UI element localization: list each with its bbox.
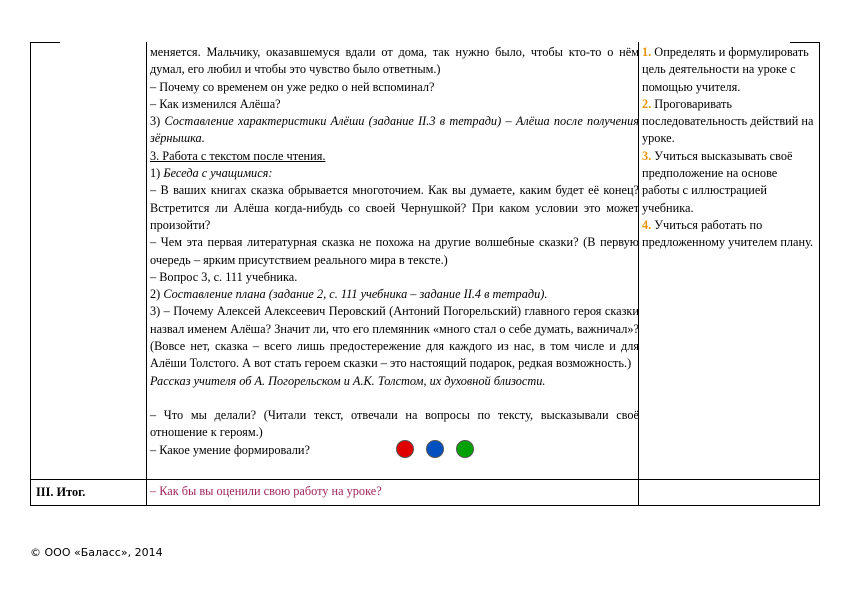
section-heading: 3. Работа с текстом после чтения. [150, 148, 326, 163]
outcome-item: 2. Проговаривать последовательность действий на уроке. [642, 96, 814, 146]
question: – Какое умение формировали? [150, 442, 310, 457]
table-left-border [30, 42, 31, 506]
task-item: 2) Составление плана (задание 2, с. 111 учебника – задание II.4 в тетради). [150, 287, 548, 302]
lesson-table [30, 42, 820, 506]
task-item: 3) Составление характеристики Алёши (задание II.3 в тетради) – Алёша после получения зёрнышка. [150, 114, 639, 146]
question: – Как изменился Алёша? [150, 96, 281, 111]
blue-dot-icon [426, 440, 444, 458]
question: – Что мы делали? (Читали текст, отвечали на вопросы по тексту, высказывали своё отношение к героям.) [150, 407, 639, 440]
task-item: 1) Беседа с учащимися: [150, 166, 273, 181]
copyright-footer: © ООО «Баласс», 2014 [30, 546, 163, 559]
paragraph: меняется. Мальчику, оказавшемуся вдали от дома, так нужно было, чтобы кто-то о нём думал, его любил и чтобы это чувство было ответным.) [150, 45, 639, 77]
table-bottom-border [30, 505, 820, 506]
outcome-item: 3. Учиться высказывать своё предположение на основе работы с иллюстрацией учебника. [642, 148, 793, 215]
stage-label: III. Итог. [36, 485, 86, 499]
col-divider-1 [146, 42, 147, 506]
lesson-content-column [150, 44, 639, 459]
question: – Почему со временем он уже редко о ней вспоминал? [150, 79, 435, 94]
outcome-item: 4. Учиться работать по предложенному учителем плану. [642, 217, 814, 250]
row-divider [30, 479, 820, 480]
question: – Вопрос 3, с. 111 учебника. [150, 269, 298, 284]
summary-question: – Как бы вы оценили свою работу на уроке? [150, 484, 382, 498]
table-top-border-right [790, 42, 820, 43]
learning-outcomes-column [642, 44, 817, 252]
question: 3) – Почему Алексей Алексеевич Перовский (Антоний Погорельский) главного героя сказки назвал именем Алёша? Значит ли, что его племянник «много стал о себе думать, важничал»? (Вовсе нет, сказка – всего лишь предостережение для каждого из нас, в том числе и для Алёши Толстого. А вот стать героем сказки – это настоящий подарок, редкая возможность.) [150, 304, 639, 371]
outcome-item: 1. Определять и формулировать цель деятельности на уроке с помощью учителя. [642, 45, 809, 94]
spacer [150, 390, 639, 407]
red-dot-icon [396, 440, 414, 458]
table-right-border [819, 42, 820, 506]
green-dot-icon [456, 440, 474, 458]
question: – В ваших книгах сказка обрывается многоточием. Как вы думаете, каким будет её конец? Встретится ли Алёша когда-нибудь со своей Чернушкой? При каком условии это может произойти? [150, 183, 639, 232]
table-top-border-left [30, 42, 60, 43]
question: – Чем эта первая литературная сказка не похожа на другие волшебные сказки? (В первую очередь – ярким присутствием реального мира в тексте.) [150, 235, 639, 267]
teacher-story: Рассказ учителя об А. Погорельском и А.К. Толстом, их духовной близости. [150, 373, 546, 388]
